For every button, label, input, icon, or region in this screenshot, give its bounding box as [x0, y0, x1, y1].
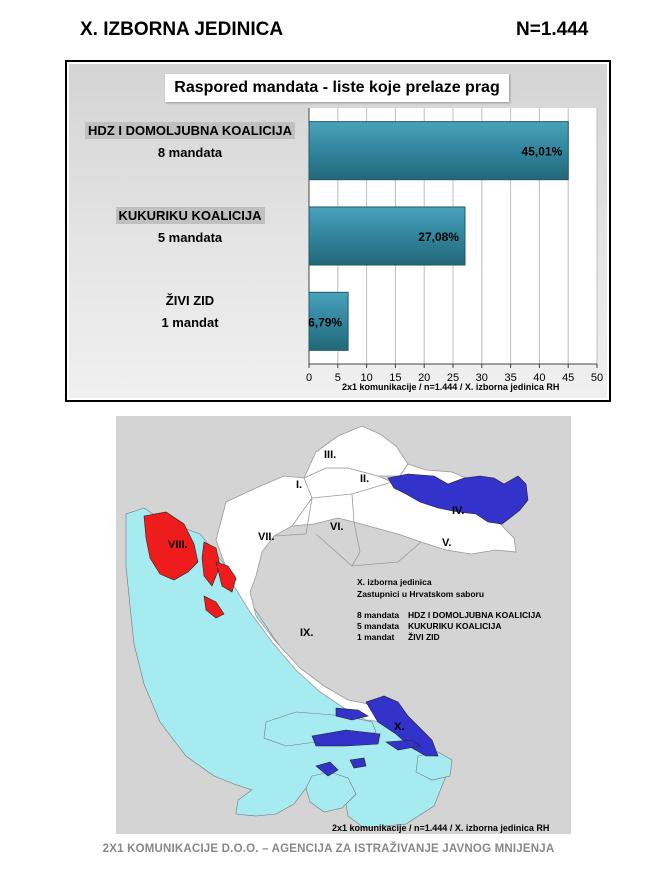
x-tick-label: 30: [475, 372, 488, 384]
map-legend-count: 1 mandat: [357, 632, 395, 642]
map-region-label: V.: [442, 537, 452, 549]
map-region-label: VII.: [258, 531, 275, 543]
data-value-label: 27,08%: [418, 230, 459, 244]
page-footer: 2X1 KOMUNIKACIJE D.O.O. – AGENCIJA ZA ISTRAŽIVANJE JAVNOG MNIJENJA: [102, 843, 555, 855]
category-mandates: 8 mandata: [157, 145, 223, 160]
map-region-label: II.: [360, 473, 370, 485]
x-tick-label: 35: [504, 372, 517, 384]
bar-chart-plot: [69, 64, 607, 398]
map-region-label: III.: [324, 449, 337, 461]
chart-background: [69, 64, 607, 398]
map-legend-count: 8 mandata: [357, 610, 400, 620]
chart-footnote: 2x1 komunikacije / n=1.444 / X. izborna jedinica RH: [342, 382, 560, 392]
map-legend-party: KUKURIKU KOALICIJA: [408, 621, 502, 631]
data-value-label: 45,01%: [521, 144, 563, 159]
category-name: ŽIVI ZID: [165, 293, 215, 308]
x-tick-label: 50: [590, 372, 604, 384]
map-legend-heading-1: X. izborna jedinica: [357, 577, 432, 587]
map-legend-party: HDZ I DOMOLJUBNA KOALICIJA: [408, 610, 542, 620]
map-region-label: X.: [394, 721, 405, 733]
map-footnote: 2x1 komunikacije / n=1.444 / X. izborna jedinica RH: [332, 823, 550, 833]
category-name: HDZ I DOMOLJUBNA KOALICIJA: [85, 122, 295, 139]
x-tick-label: 25: [446, 372, 460, 384]
x-tick-label: 10: [360, 372, 373, 384]
map-legend-count: 5 mandata: [357, 621, 400, 631]
x-tick-label: 5: [334, 372, 341, 384]
map-region-label: I.: [296, 479, 303, 491]
map-legend-party: ŽIVI ZID: [408, 632, 440, 642]
x-tick-label: 40: [533, 372, 546, 384]
chart-title: Raspored mandata - liste koje prelaze prag: [165, 74, 509, 102]
chart-frame: [65, 60, 611, 402]
x-tick-label: 15: [389, 372, 402, 384]
x-tick-label: 0: [305, 372, 313, 384]
region-iii-ii: [304, 426, 408, 478]
map-region-label: VI.: [330, 521, 344, 533]
map-legend-heading-2: Zastupnici u Hrvatskom saboru: [357, 589, 485, 599]
croatia-map-panel: [116, 416, 571, 834]
map-region-label: VIII.: [168, 539, 188, 551]
category-mandates: 5 mandata: [157, 230, 223, 245]
sample-size-label: N=1.444: [516, 19, 589, 40]
map-region-label: IX.: [300, 627, 314, 639]
data-value-label: 6,79%: [308, 315, 343, 330]
category-name: KUKURIKU KOALICIJA: [116, 207, 265, 224]
category-mandates: 1 mandat: [161, 315, 219, 330]
page-header-title: X. IZBORNA JEDINICA: [80, 19, 284, 40]
map-region-label: IV.: [452, 505, 465, 517]
x-tick-label: 45: [562, 372, 575, 384]
x-tick-label: 20: [418, 372, 431, 384]
